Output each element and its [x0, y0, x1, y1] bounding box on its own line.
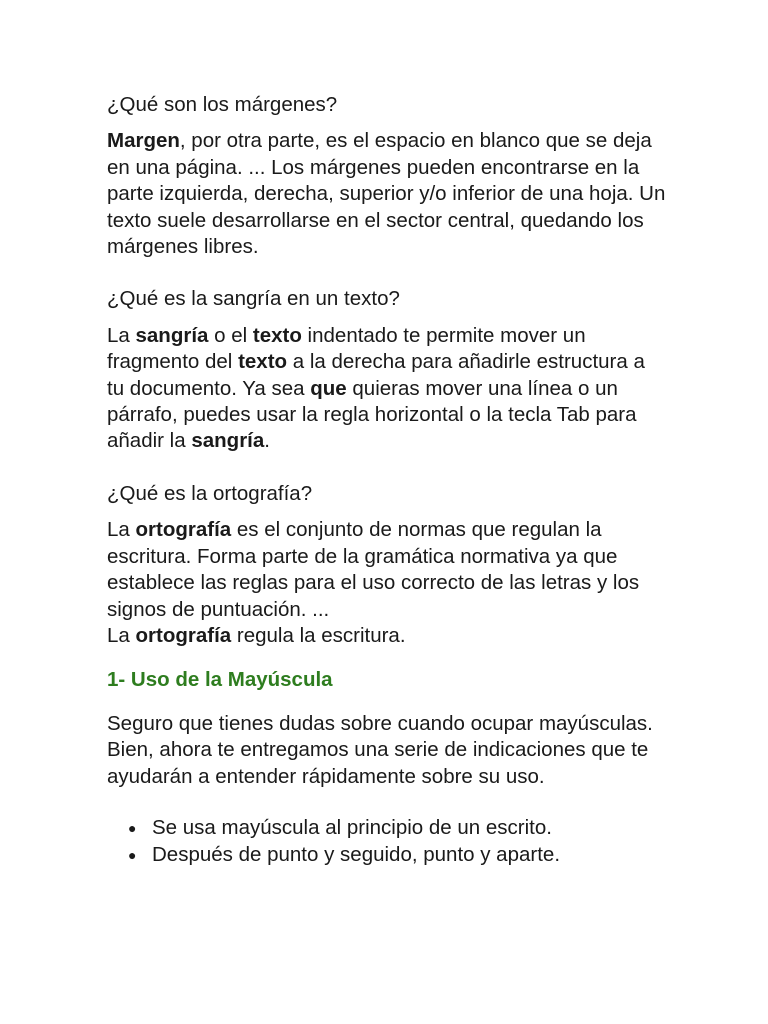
- bold-term: ortografía: [135, 623, 232, 647]
- paragraph-spelling-summary: La ortografía regula la escritura.: [107, 623, 406, 647]
- bullet-icon: ●: [128, 819, 137, 836]
- bold-term: que: [310, 376, 347, 400]
- list-item: [107, 814, 667, 841]
- question-indent: ¿Qué es la sangría en un texto?: [107, 287, 400, 311]
- paragraph-margins: Margen, por otra parte, es el espacio en blanco que se deja en una página. ... Los márgenes pueden encontrarse en la parte izquierda, derecha, superior y/o inferior de una hoja. Un texto suele desarrollarse en el sector central, quedando los márgenes libres.: [107, 129, 666, 259]
- document-page: [107, 92, 667, 868]
- bold-term: sangría: [191, 429, 265, 453]
- question-margins: ¿Qué son los márgenes?: [107, 93, 338, 116]
- bold-term: texto: [238, 350, 288, 374]
- bold-term: sangría: [135, 323, 209, 347]
- question-spelling: ¿Qué es la ortografía?: [107, 481, 313, 505]
- list-item: [107, 841, 667, 868]
- capitals-rule-list: [107, 814, 667, 868]
- bold-term: Margen: [107, 129, 180, 153]
- bullet-icon: ●: [128, 846, 137, 863]
- paragraph-capitals-intro: Seguro que tienes dudas sobre cuando ocupar mayúsculas. Bien, ahora te entregamos una serie de indicaciones que te ayudarán a entender rápidamente sobre su uso.: [107, 711, 653, 788]
- paragraph-indent: La sangría o el texto indentado te permite mover un fragmento del texto a la derecha para añadirle estructura a tu documento. Ya sea que quieras mover una línea o un párrafo, puedes usar la regla horizontal o la tecla Tab para añadir la sangría.: [107, 323, 645, 453]
- list-item-text: Después de punto y seguido, punto y aparte.: [152, 842, 561, 866]
- paragraph-spelling: La ortografía es el conjunto de normas que regulan la escritura. Forma parte de la gramática normativa ya que establece las reglas para el uso correcto de las letras y los signos de puntuación. ...: [107, 518, 640, 621]
- bold-term: texto: [252, 323, 302, 347]
- section-heading-capitals: 1- Uso de la Mayúscula: [107, 668, 333, 692]
- list-item-text: Se usa mayúscula al principio de un escrito.: [152, 815, 552, 839]
- bold-term: ortografía: [135, 518, 232, 542]
